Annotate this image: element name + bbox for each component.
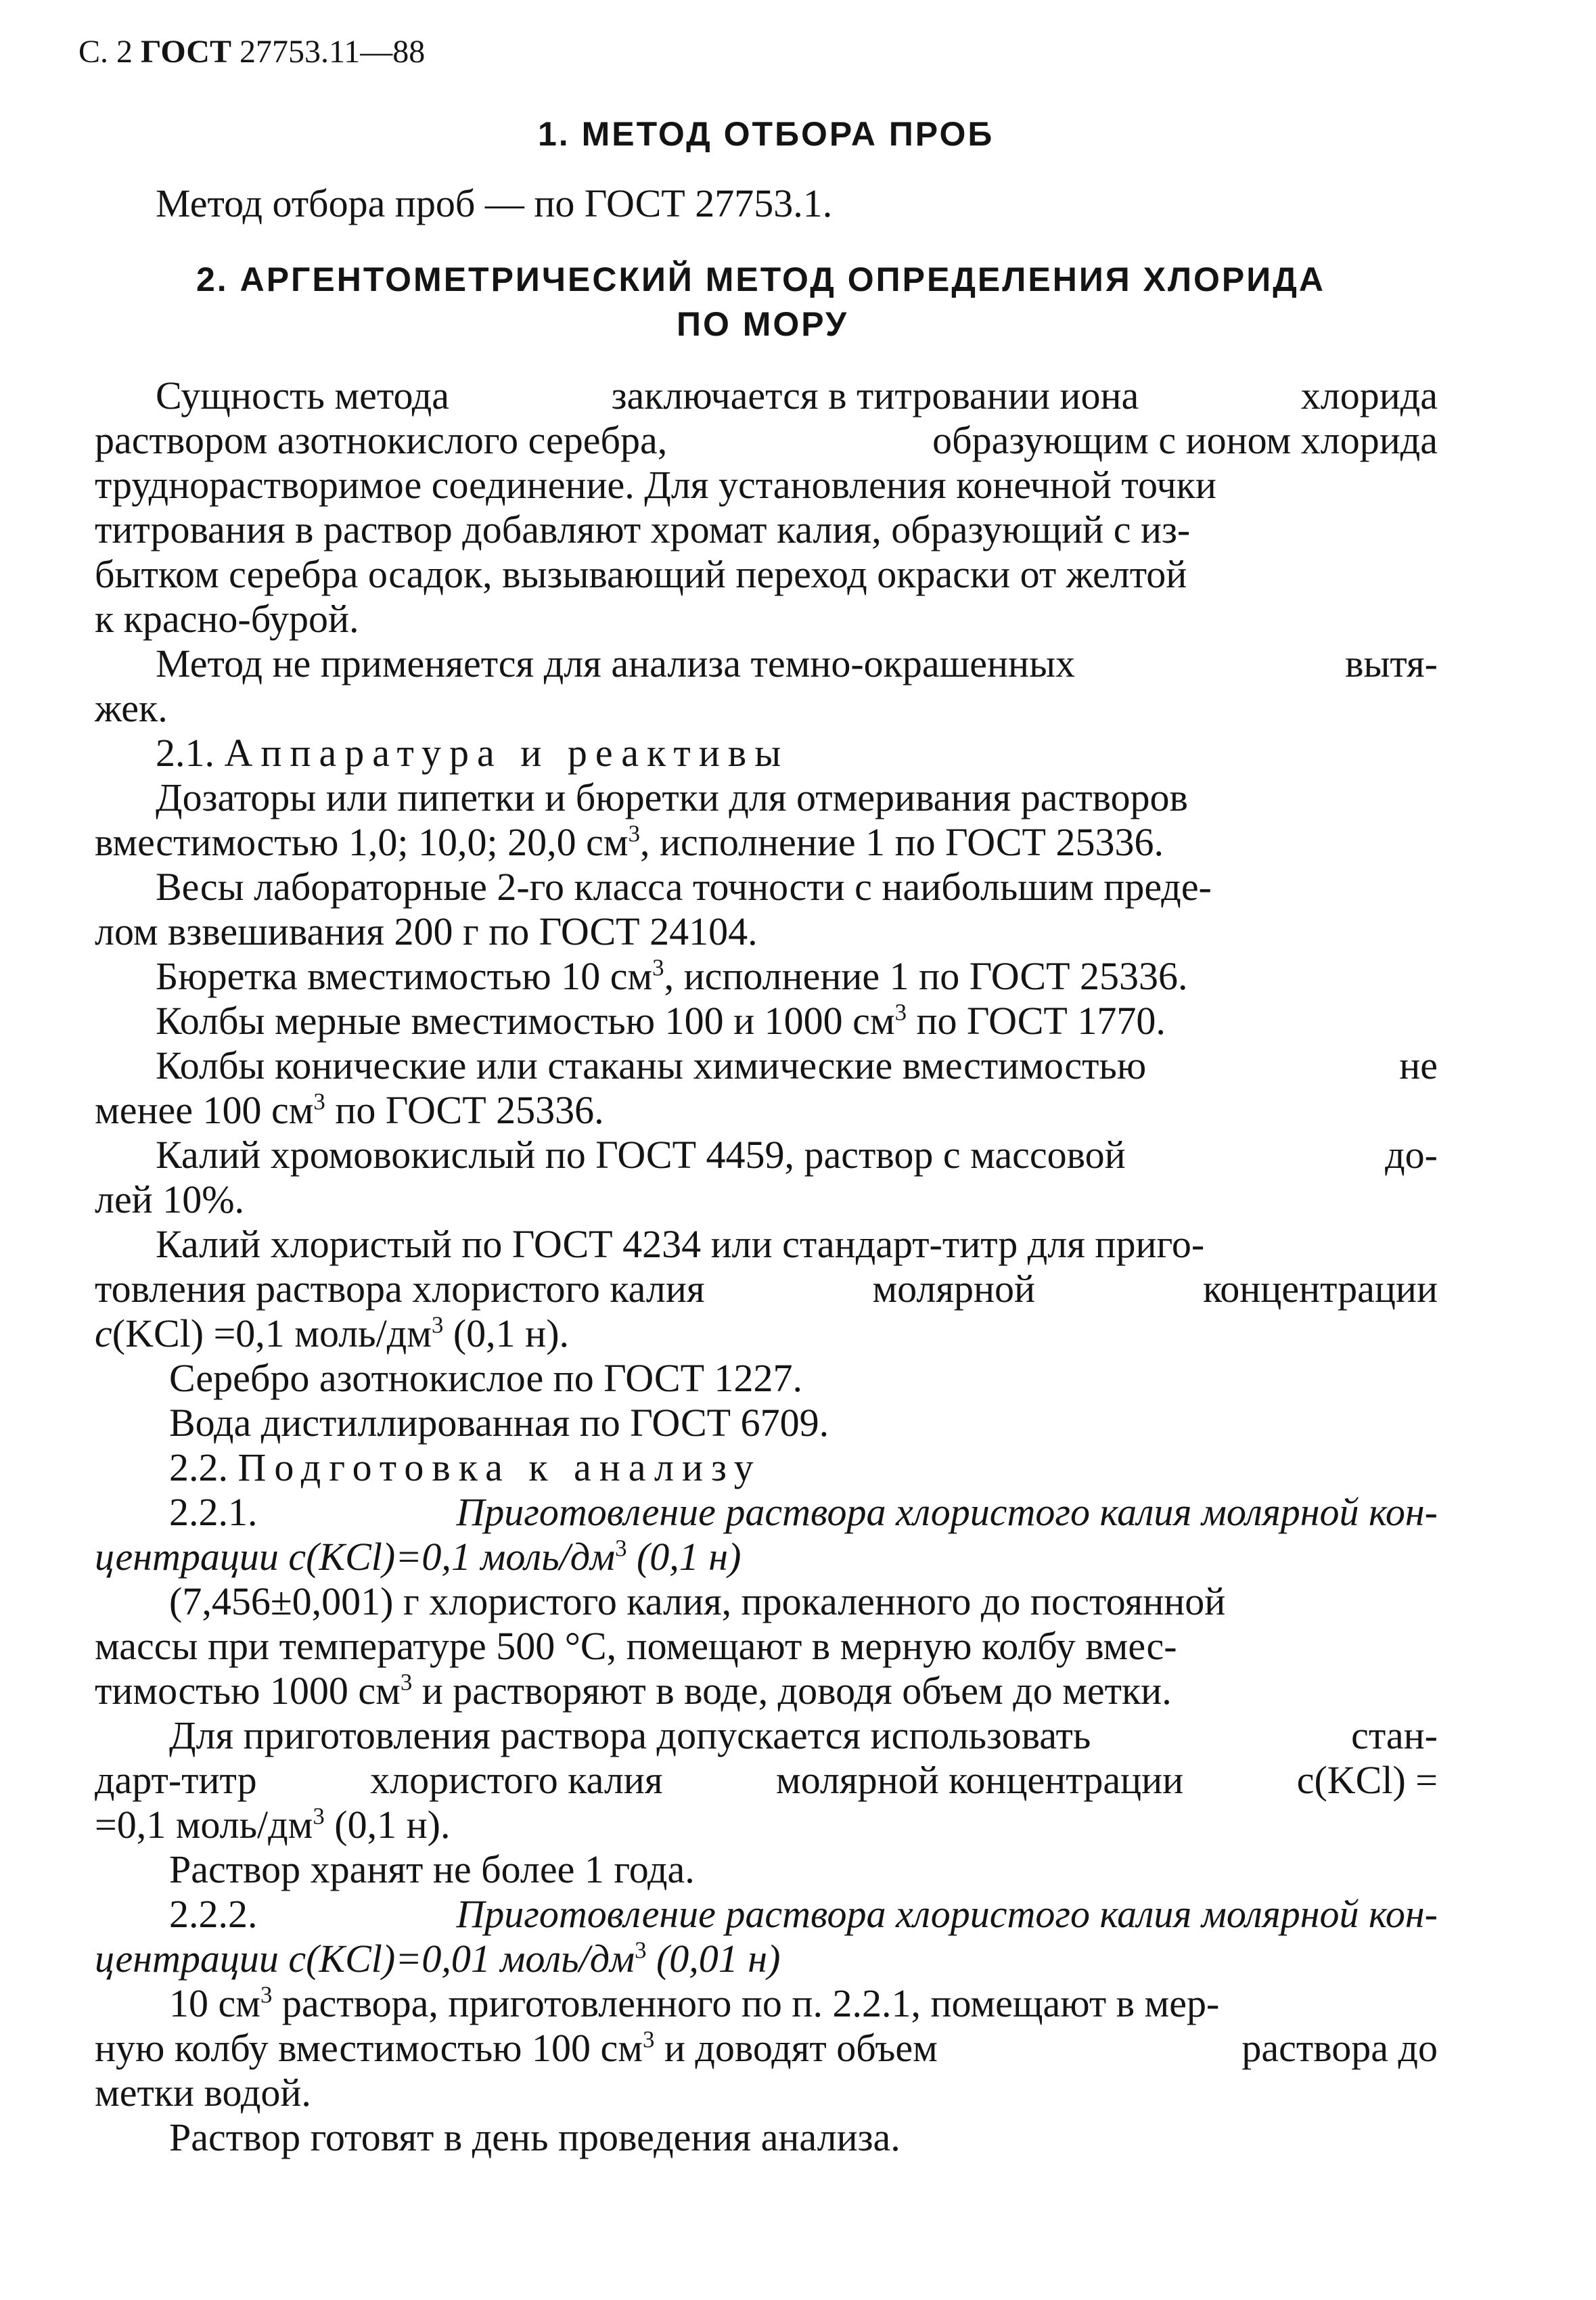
section-2-2-2-heading-line2: центрации c(KCl)=0,01 моль/$дм^3$ (0,01 н) (95, 1937, 781, 1981)
section-1-title: 1. МЕТОД ОТБОРА ПРОБ (538, 115, 995, 153)
distilled-water-line: Вода дистиллированная по ГОСТ 6709. (169, 1401, 829, 1445)
kcl-line2: товления раствора хлористого калия молярной концентрации (95, 1267, 1438, 1311)
dilution-line3: метки водой. (95, 2071, 311, 2115)
para1-line1: Сущность метода заключается в титровании иона хлорида (156, 374, 1438, 418)
dosators-line1: Дозаторы или пипетки и бюретки для отмеривания растворов (156, 775, 1188, 819)
dilution-line1: 10 $см^3$ раствора, приготовленного по п. 2.2.1, помещают в мер- (169, 1981, 1220, 2025)
kcl-prep-line4: Для приготовления раствора допускается использовать стан- (169, 1713, 1438, 1757)
conical-flasks-line1: Колбы конические или стаканы химические вместимостью не (156, 1043, 1438, 1087)
para1-line2: раствором азотнокислого серебра, образующим с ионом хлорида (95, 418, 1438, 462)
kcl-prep-line7: Раствор хранят не более 1 года. (169, 1847, 695, 1891)
section-2-2-2-heading-line1: 2.2.2. Приготовление раствора хлористого калия молярной кон- (169, 1892, 1438, 1936)
page-number: С. 2 (78, 34, 133, 70)
para1-line6: к красно-бурой. (95, 597, 359, 641)
silver-nitrate-line: Серебро азотнокислое по ГОСТ 1227. (169, 1356, 803, 1400)
burette-line: Бюретка вместимостью 10 $см^3$, исполнение 1 по ГОСТ 25336. (156, 954, 1188, 998)
chromate-line1: Калий хромовокислый по ГОСТ 4459, раствор с массовой до- (156, 1133, 1438, 1177)
kcl-line3: c(KCl) =0,1 моль/$дм^3$ (0,1 н). (95, 1311, 570, 1355)
kcl-prep-line2: массы при температуре 500 °C, помещают в мерную колбу вмес- (95, 1624, 1177, 1668)
scales-line2: лом взвешивания 200 г по ГОСТ 24104. (95, 909, 758, 953)
section-2-2-1-heading-line1: 2.2.1. Приготовление раствора хлористого калия молярной кон- (169, 1490, 1438, 1534)
kcl-prep-line5: дарт-титр хлористого калия молярной концентрации c(KCl) = (95, 1758, 1438, 1802)
kcl-prep-line6: =0,1 моль/$дм^3$ (0,1 н). (95, 1803, 451, 1847)
dilution-line2: ную колбу вместимостью 100 $см^3$ и доводят объем раствора до (95, 2026, 1438, 2070)
scales-line1: Весы лабораторные 2-го класса точности с наибольшим преде- (156, 865, 1212, 909)
section-2-2-1-heading-line2: центрации c(KCl)=0,1 моль/$дм^3$ (0,1 н) (95, 1535, 742, 1579)
section-2-1-heading: 2.1. Аппаратура и реактивы (156, 731, 790, 775)
standard-number: 27753.11—88 (239, 34, 426, 70)
section-1-text: Метод отбора проб — по ГОСТ 27753.1. (156, 181, 833, 225)
kcl-prep-line3: тимостью 1000 $см^3$ и растворяют в воде, доводя объем до метки. (95, 1669, 1172, 1713)
para2-line2: жек. (95, 686, 168, 730)
kcl-line1: Калий хлористый по ГОСТ 4234 или стандарт-титр для приго- (156, 1222, 1205, 1266)
conical-flasks-line2: менее 100 $см^3$ по ГОСТ 25336. (95, 1088, 604, 1132)
para1-line5: бытком серебра осадок, вызывающий переход окраски от желтой (95, 552, 1187, 596)
para1-line4: титрования в раствор добавляют хромат калия, образующий с из- (95, 508, 1191, 551)
page-header (78, 30, 425, 74)
dosators-line2: вместимостью 1,0; 10,0; 20,0 $см^3$, исполнение 1 по ГОСТ 25336. (95, 820, 1164, 864)
section-2-title-line2: ПО МОРУ (677, 305, 849, 343)
dilution-line4: Раствор готовят в день проведения анализа. (169, 2115, 900, 2159)
kcl-prep-line1: (7,456±0,001) г хлористого калия, прокаленного до постоянной (169, 1579, 1226, 1623)
para2-line1: Метод не применяется для анализа темно-окрашенных вытя- (156, 641, 1438, 685)
para1-line3: труднорастворимое соединение. Для установления конечной точки (95, 463, 1216, 507)
flasks-line: Колбы мерные вместимостью 100 и 1000 $см^3$ по ГОСТ 1770. (156, 999, 1166, 1043)
section-2-title-line1: 2. АРГЕНТОМЕТРИЧЕСКИЙ МЕТОД ОПРЕДЕЛЕНИЯ ХЛОРИДА (196, 261, 1325, 298)
section-2-2-heading: 2.2. Подготовка к анализу (169, 1445, 762, 1489)
standard-label: ГОСТ (141, 34, 231, 70)
chromate-line2: лей 10%. (95, 1177, 245, 1221)
